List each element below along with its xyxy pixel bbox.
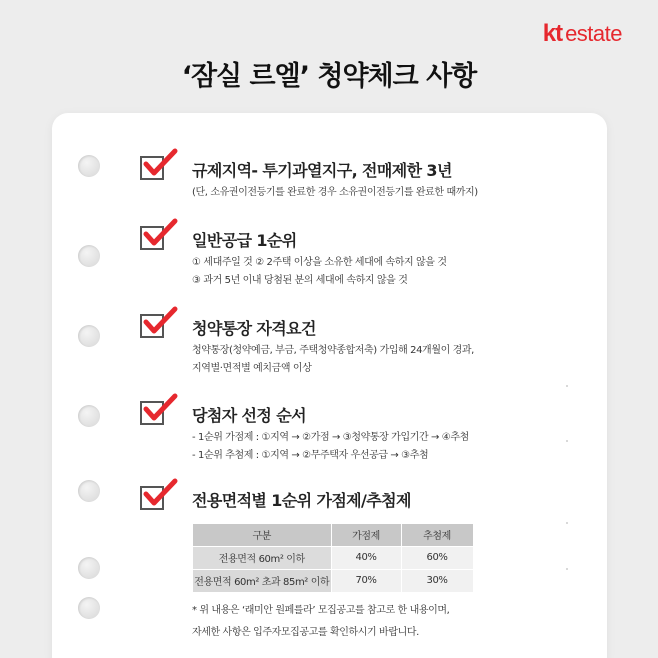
checkbox-checked-icon xyxy=(140,480,176,512)
table-header: 추첨제 xyxy=(401,524,473,546)
checkbox-checked-icon xyxy=(140,395,176,427)
logo-kt: kt xyxy=(542,20,563,47)
section-title: 규제지역- 투기과열지구, 전매제한 3년 xyxy=(192,161,452,180)
edge-dot xyxy=(566,522,568,524)
binder-hole-icon xyxy=(78,557,100,579)
section-text: - 1순위 가점제 : ①지역 → ②가점 → ③청약통장 가입기간 → ④추첨 xyxy=(192,432,469,443)
section-text: - 1순위 추첨제 : ①지역 → ②무주택자 우선공급 → ③추첨 xyxy=(192,450,429,461)
section-text: ③ 과거 5년 이내 당첨된 분의 세대에 속하지 않을 것 xyxy=(192,275,408,286)
table-header: 구분 xyxy=(193,524,331,546)
footnote xyxy=(192,600,449,644)
edge-dot xyxy=(566,568,568,570)
section-title: 일반공급 1순위 xyxy=(192,231,297,250)
kt-estate-logo xyxy=(543,20,622,48)
table-cell: 60% xyxy=(401,546,473,569)
table-cell: 40% xyxy=(331,546,401,569)
footnote-line: 자세한 사항은 입주자모집공고를 확인하시기 바랍니다. xyxy=(192,627,419,638)
table-row xyxy=(193,569,473,592)
edge-dot xyxy=(566,440,568,442)
table-cell: 전용면적 60m² 이하 xyxy=(193,546,331,569)
checkbox-checked-icon xyxy=(140,150,176,182)
table-row xyxy=(193,546,473,569)
table-cell: 70% xyxy=(331,569,401,592)
section-text: ① 세대주일 것 ② 2주택 이상을 소유한 세대에 속하지 않을 것 xyxy=(192,257,447,268)
area-ratio-table xyxy=(193,524,474,593)
binder-hole-icon xyxy=(78,405,100,427)
section-title: 청약통장 자격요건 xyxy=(192,319,316,338)
section-title: 당첨자 선정 순서 xyxy=(192,406,306,425)
binder-hole-icon xyxy=(78,325,100,347)
binder-hole-icon xyxy=(78,245,100,267)
table-cell: 30% xyxy=(401,569,473,592)
table-cell: 전용면적 60m² 초과 85m² 이하 xyxy=(193,569,331,592)
binder-hole-icon xyxy=(78,480,100,502)
section-text: 청약통장(청약예금, 부금, 주택청약종합저축) 가입해 24개월이 경과, xyxy=(192,345,474,356)
section-text: 지역별·면적별 예치금액 이상 xyxy=(192,363,312,374)
checkbox-checked-icon xyxy=(140,220,176,252)
section-title: 전용면적별 1순위 가점제/추첨제 xyxy=(192,491,411,510)
section-text: (단, 소유권이전등기를 완료한 경우 소유권이전등기를 완료한 때까지) xyxy=(192,187,478,198)
logo-estate: estate xyxy=(565,21,622,46)
binder-hole-icon xyxy=(78,597,100,619)
edge-dot xyxy=(566,385,568,387)
footnote-line: * 위 내용은 ‘래미안 원페를라’ 모집공고를 참고로 한 내용이며, xyxy=(192,605,450,616)
checkbox-checked-icon xyxy=(140,308,176,340)
table-header: 가점제 xyxy=(331,524,401,546)
table-header-row xyxy=(193,524,473,546)
binder-hole-icon xyxy=(78,155,100,177)
page-title: ‘잠실 르엘’ 청약체크 사항 xyxy=(181,61,477,92)
